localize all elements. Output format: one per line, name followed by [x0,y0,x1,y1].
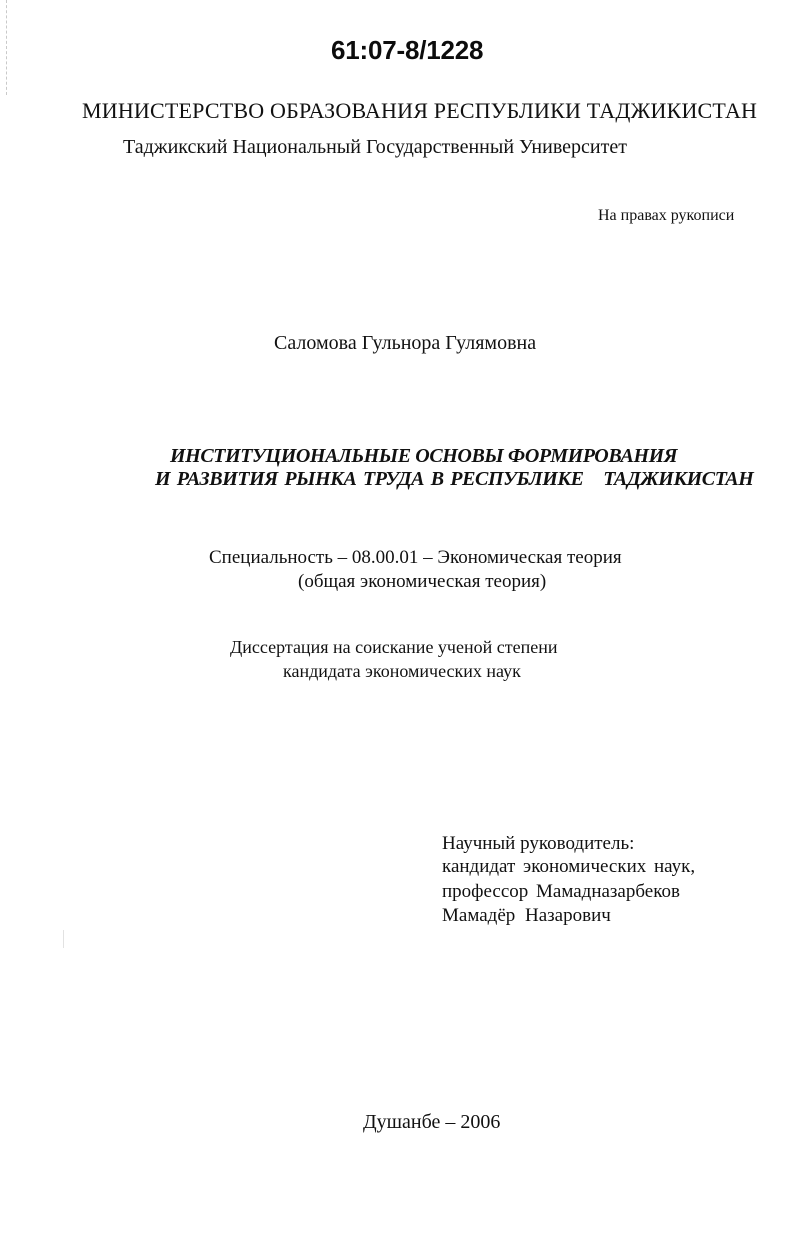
supervisor-title-surname: профессор Мамадназарбеков [442,881,680,902]
university-name: Таджикский Национальный Государственный Университет [123,136,627,158]
supervisor-label: Научный руководитель: [442,833,635,854]
dissertation-degree-line-1: Диссертация на соискание ученой степени [230,637,558,657]
ministry-heading: МИНИСТЕРСТВО ОБРАЗОВАНИЯ РЕСПУБЛИКИ ТАДЖИКИСТАН [82,98,758,123]
supervisor-given-names: Мамадёр Назарович [442,905,611,926]
dissertation-title-line-2: И РАЗВИТИЯ РЫНКА ТРУДА В РЕСПУБЛИКЕ ТАДЖИКИСТАН [155,468,754,490]
specialty-line-2: (общая экономическая теория) [298,571,547,592]
dissertation-degree-line-2: кандидата экономических наук [283,661,521,681]
scan-speck-mark [63,930,64,948]
specialty-line-1: Специальность – 08.00.01 – Экономическая теория [209,547,622,568]
city-and-year: Душанбе – 2006 [363,1111,501,1133]
author-name: Саломова Гульнора Гулямовна [274,332,537,354]
manuscript-rights-note: На правах рукописи [598,207,735,224]
supervisor-degree: кандидат экономических наук, [442,856,696,877]
dissertation-title-line-1: ИНСТИТУЦИОНАЛЬНЫЕ ОСНОВЫ ФОРМИРОВАНИЯ [170,445,678,467]
scan-edge-mark [6,0,8,95]
registration-number-stamp: 61:07-8/1228 [331,35,484,65]
